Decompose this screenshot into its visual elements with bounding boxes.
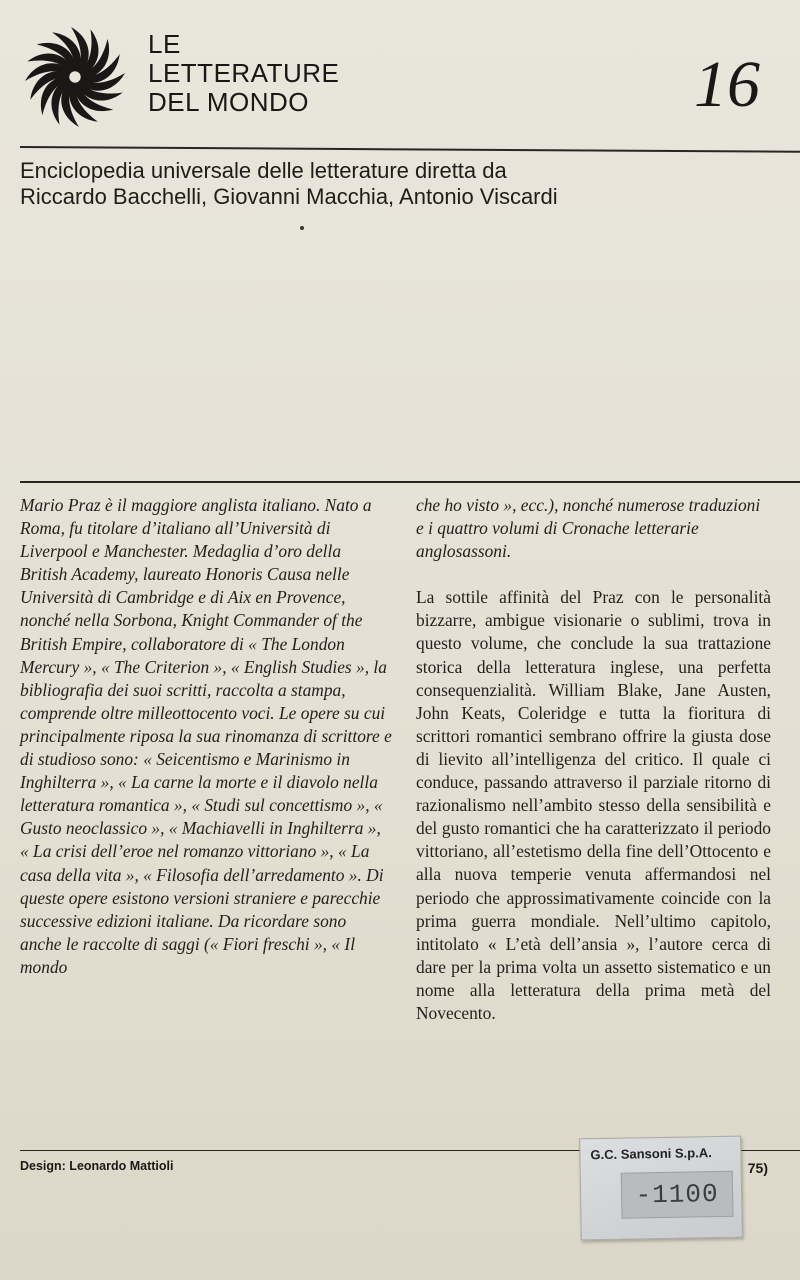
author-biography-column xyxy=(20,494,392,979)
sticker-price-label: -1100 xyxy=(621,1171,734,1219)
price-code: 75) xyxy=(747,1160,768,1176)
subtitle-line-2: Riccardo Bacchelli, Giovanni Macchia, Antonio Viscardi xyxy=(20,184,558,209)
series-title-line-3: DEL MONDO xyxy=(148,87,309,117)
book-description-column xyxy=(416,494,771,1025)
ink-speck xyxy=(300,226,304,230)
price-sticker xyxy=(579,1136,743,1241)
spiral-sun-logo-icon xyxy=(20,22,130,132)
subtitle-line-1: Enciclopedia universale delle letterature diretta da xyxy=(20,158,507,183)
sticker-store-name: G.C. Sansoni S.p.A. xyxy=(590,1145,712,1163)
series-title-line-1: LE xyxy=(148,29,181,59)
volume-number: 16 xyxy=(694,48,760,121)
design-credit: Design: Leonardo Mattioli xyxy=(20,1159,174,1173)
series-title-line-2: LETTERATURE xyxy=(148,58,340,88)
biography-continuation-text: che ho visto », ecc.), nonché numerose traduzioni e i quattro volumi di Cronache letterarie anglosassoni. xyxy=(416,495,761,562)
top-divider xyxy=(20,146,800,153)
book-description-text: La sottile affinità del Praz con le personalità bizzarre, ambigue visionarie o sublimi, trova in questo volume, che conclude la sua trattazione storica della letteratura inglese, una perfetta consequenzialità. William Blake, Jane Austen, John Keats, Coleridge e tutta la fioritura di scrittori romantici sembrano offrire la giusta dose di lievito all’intelligenza del critico. Il quale ci conduce, passando attraverso il parziale ritorno di razionalismo nell’ambito stesso della sensibilità e del gusto romantici che ha caratterizzato il periodo vittoriano, all’estetismo della fine dell’Ottocento e alla nuova temperie venuta affermandosi nel periodo che approssimativamente coincide con la prima guerra mondiale. Nell’ultimo capitolo, intitolato « L’età dell’ansia », l’autore cerca di dare per la prima volta un assetto sistematico e un nome alla letteratura della prima metà del Novecento. xyxy=(416,587,771,1023)
series-title xyxy=(148,30,339,117)
encyclopedia-subtitle xyxy=(20,158,780,210)
author-biography-text: Mario Praz è il maggiore anglista italiano. Nato a Roma, fu titolare d’italiano all’Università di Liverpool e Manchester. Medaglia d’oro della British Academy, laureato Honoris Causa nelle Università di Cambridge e di Aix en Provence, nonché nella Sorbona, Knight Commander of the British Empire, collaboratore di « The London Mercury », « The Criterion », « English Studies », la bibliografia dei suoi scritti, raccolta a stampa, comprende oltre milleottocento voci. Le opere su cui principalmente riposa la sua rinomanza di scrittore e di studioso sono: « Seicentismo e Marinismo in Inghilterra », « La carne la morte e il diavolo nella letteratura romantica », « Studi sul concettismo », « Gusto neoclassico », « Machiavelli in Inghilterra », « La crisi dell’eroe nel romanzo vittoriano », « La casa della vita », « Filosofia dell’arredamento ». Di queste opere esistono versioni straniere e parecchie successive edizioni italiane. Da ricordare sono anche le raccolte di saggi (« Fiori freschi », « Il mondo xyxy=(20,495,392,977)
middle-divider xyxy=(20,481,800,483)
